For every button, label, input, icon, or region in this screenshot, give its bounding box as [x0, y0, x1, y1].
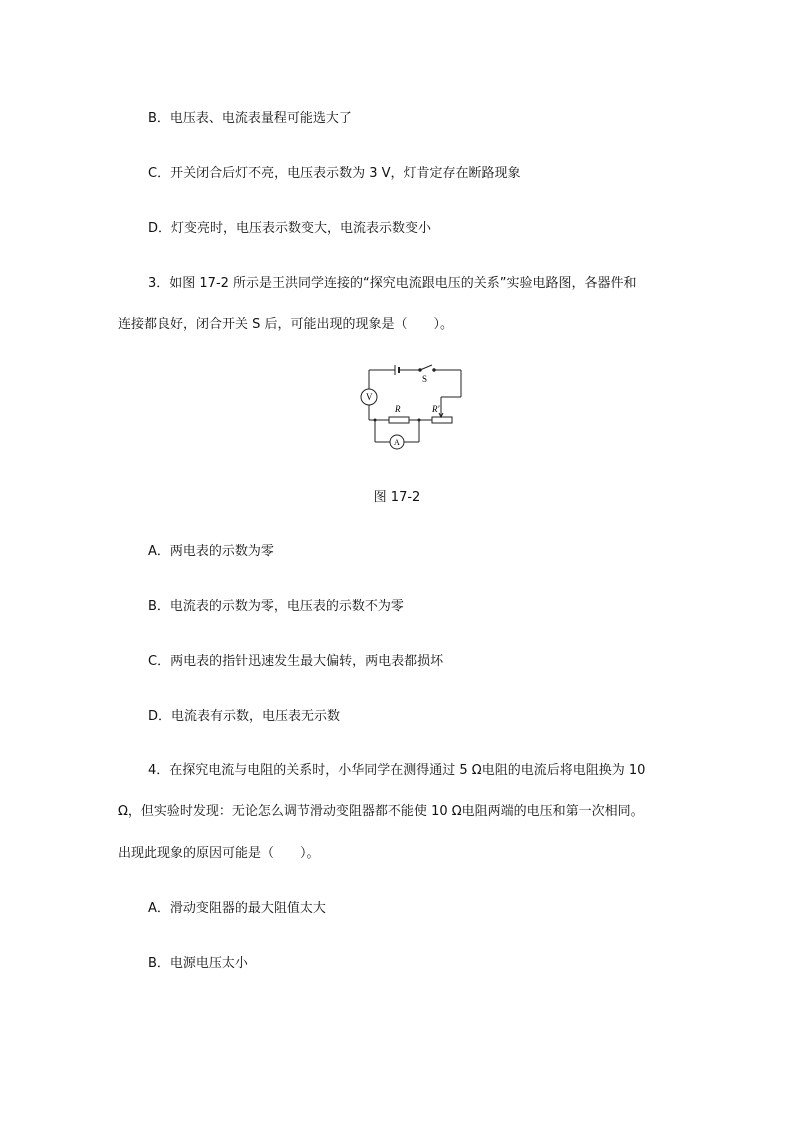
q3-stem-line2: 连接都良好，闭合开关 S 后，可能出现的现象是（ ）。 [118, 317, 454, 332]
voltmeter-label: V [366, 392, 373, 402]
q4-stem-line1: 4．在探究电流与电阻的关系时，小华同学在测得通过 5 Ω电阻的电流后将电阻换为 10 [148, 763, 646, 778]
ammeter-label: A [394, 438, 400, 447]
q4-stem-line3: 出现此现象的原因可能是（ ）。 [118, 846, 320, 861]
resistor-label: R [395, 404, 401, 414]
q3-option-a: A．两电表的示数为零 [148, 544, 274, 559]
q2-option-c: C．开关闭合后灯不亮，电压表示数为 3 V，灯肯定存在断路现象 [148, 166, 521, 181]
junction-right [418, 419, 421, 422]
resistor-symbol [389, 417, 409, 423]
q2-option-d: D．灯变亮时，电压表示数变大，电流表示数变小 [148, 221, 432, 236]
junction-left [374, 419, 377, 422]
rheostat-label: R′ [432, 404, 440, 414]
q3-option-d: D．电流表有示数，电压表无示数 [148, 709, 341, 724]
q3-option-b: B．电流表的示数为零，电压表的示数不为零 [148, 599, 404, 614]
switch-blade [420, 365, 432, 370]
circuit-diagram [357, 362, 467, 457]
switch-label: S [422, 374, 428, 384]
q2-option-b: B．电压表、电流表量程可能选大了 [148, 111, 352, 126]
q4-option-b: B．电源电压太小 [148, 956, 248, 971]
q4-option-a: A．滑动变阻器的最大阻值太大 [148, 901, 326, 916]
q3-stem-line1: 3．如图 17-2 所示是王洪同学连接的“探究电流跟电压的关系”实验电路图，各器件和 [148, 276, 637, 291]
q4-stem-line2: Ω，但实验时发现：无论怎么调节滑动变阻器都不能使 10 Ω电阻两端的电压和第一次相同。 [118, 804, 644, 819]
rheostat-symbol [432, 417, 452, 423]
q3-option-c: C．两电表的指针迅速发生最大偏转，两电表都损坏 [148, 654, 444, 669]
figure-caption: 图 17-2 [373, 490, 421, 505]
